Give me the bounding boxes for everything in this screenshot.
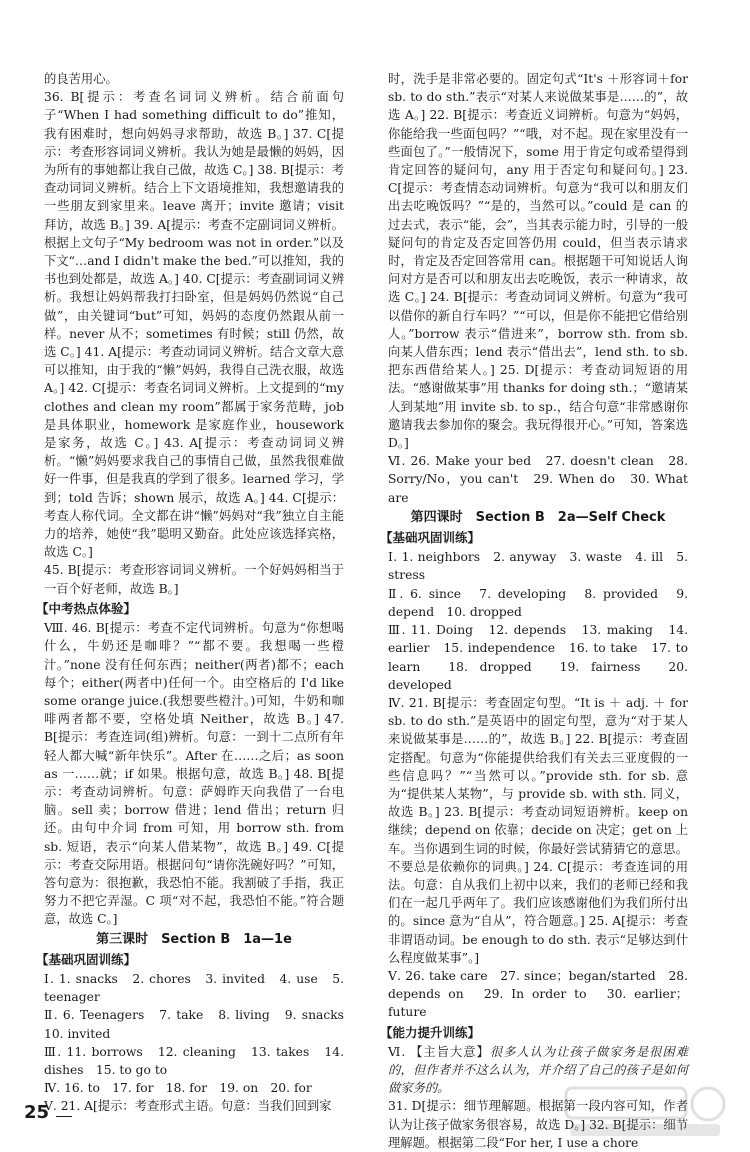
text-run: 第四课时 Section B 2a—Self Check bbox=[410, 509, 666, 525]
answer-text bbox=[44, 561, 344, 597]
text-run: Ⅷ. 46. B[提示：考查不定代词辨析。句意为“你想喝什么，牛奶还是咖啡？”“都不要。我想喝一些橙汁。”none 没有任何东西；neither(两者)都不；each 每个；either(两者中)任何一个。由空格后的 I'd like some orange juice.(我想要些橙汁。)可知，牛奶和咖啡两者都不要，空格处填 Neither，故选 B。] 47. B[提示：考查连词(组)辨析。句意：一到十二点所有年轻人都大喊“新年快乐”。After 在……之后；as soon as 一……就；if 如果。根据句意，故选 B。] 48. B[提示：考查动词辨析。句意：萨姆昨天向我借了一台电脑。sell 卖；borrow 借进；lend 借出；return 归还。由句中介词 from 可知，用 borrow sth. from sb. 短语，表示“向某人借某物”，故选 B。] 49. C[提示：考查交际用语。根据问句“请你洗碗好吗？”可知，答句意为：很抱歉，我恐怕不能。我割破了手指，我正努力不把它弄湿。C 项“对不起，我恐怕不能。”符合题意，故选 C。] bbox=[44, 621, 344, 927]
answer-text bbox=[44, 1097, 344, 1115]
section-heading bbox=[36, 951, 344, 969]
text-run: Ⅴ. 21. A[提示：考查形式主语。句意：当我们回到家 bbox=[44, 1099, 332, 1114]
lesson-title bbox=[388, 509, 688, 527]
page-number-dash bbox=[56, 1116, 72, 1117]
text-run: 36. B[提示：考查名词词义辨析。结合前面句子“When I had something difficult to do”推知，我有困难时，想向妈妈寻求帮助，故选 B。] 37. C[提示：考查形容词词义辨析。我认为她是最懒的妈妈，因为所有的事她都让我自己做，故选 C。] 38. B[提示：考查动词词义辨析。结合上下文语境推知，我想邀请我的一些朋友到家里来。leave 离开；invite 邀请；visit 拜访，故选 B。] 39. A[提示：考查不定副词词义辨析。根据上文句子“My bedroom was not in order.”以及下文“…and I didn't make the bed.”可以推知，我的书也到处都是，故选 A。] 40. C[提示：考查副词词义辨析。我想让妈妈帮我打扫卧室，但是妈妈仍然说“自己做”，由关键词“but”可知，妈妈的态度仍然跟从前一样。never 从不；sometimes 有时候；still 仍然，故选 C。] 41. A[提示：考查动词词义辨析。结合文章大意可以推知，由于我的“懒”妈妈，我得自己洗衣服，故选 A。] 42. C[提示：考查名词词义辨析。上文提到的“my clothes and clean my room”都属于家务范畴，job 是具体职业，homework 是家庭作业，housework 是家务，故选 C。] 43. A[提示：考查动词词义辨析。“懒”妈妈要求我自己的事情自己做，虽然我很难做好一件事，但是我真的学到了很多。learned 学习，学到；told 告诉；shown 展示，故选 A。] 44. C[提示：考查人称代词。全文都在讲“懒”妈妈对“我”独立自主能力的培养，她使“我”聪明又勤奋。此处应该选择宾格，故选 C。] bbox=[44, 90, 344, 560]
answer-text bbox=[388, 585, 688, 621]
text-run: 【基础巩固训练】 bbox=[380, 530, 481, 546]
left-column bbox=[36, 70, 357, 1116]
answer-text bbox=[44, 70, 344, 88]
text-run: 31. D[提示：细节理解题。根据第一段内容可知，作者认为让孩子做家务很容易，故选 D。] 32. B[提示：细节理解题。根据第二段“For her, I use a chore bbox=[388, 1099, 688, 1150]
text-run: Ⅳ. 21. B[提示：考查固定句型。“It is ＋ adj. ＋ for sb. to do sth.”是英语中的固定句型，意为“对于某人来说做某事是……的”，故选 B。] 22. B[提示：考查固定搭配。句意为“你能提供给我们有关去三亚度假的一些信息吗？”“当然可以。”provide sth. for sb. 意为“提供某人某物”，与 provide sb. with sth. 同义，故选 B。] 23. B[提示：考查动词短语辨析。keep on 继续；depend on 依靠；decide on 决定；get on 上车。当你遇到生词的时候，你最好尝试猜猜它的意思。不要总是依赖你的词典。] 24. C[提示：考查连词的用法。句意：自从我们上初中以来，我们的老师已经和我们在一起几乎两年了。我们应该感谢他们为我们所付出的。since 意为“自从”，符合题意。] 25. A[提示：考查非谓语动词。be enough to do sth. 表示“足够达到什么程度做某事”。] bbox=[388, 695, 688, 965]
answer-text bbox=[44, 1043, 344, 1079]
section-heading bbox=[36, 600, 344, 618]
text-run: 时，洗手是非常必要的。固定句式“It's ＋形容词＋for sb. to do sth.”表示“对某人来说做某事是……的”，故选 A。] 22. B[提示：考查近义词辨析。句意为“妈妈，你能给我一些面包吗？”“哦，对不起。现在家里没有一些面包了。”一般情况下，some 用于肯定句或希望得到肯定回答的疑问句，any 用于否定句和疑问句。] 23. C[提示：考查情态动词辨析。句意为“我可以和朋友们出去吃晚饭吗？”“是的，当然可以。”could 是 can 的过去式，表示“能，会”，当其表示能力时，引导的一般疑问句的肯定及否定回答仍用 could，但当表示请求时，肯定及否定回答常用 can。根据题干可知说话人询问对方是否可以和朋友出去吃晚饭，表示一种请求，故选 C。] 24. B[提示：考查动词词义辨析。句意为“我可以借你的新自行车吗？”“可以，但是你不能把它借给别人。”borrow 表示“借进来”，borrow sth. from sb. 向某人借东西；lend 表示“借出去”，lend sth. to sb. 把东西借给某人。] 25. D[提示：考查动词短语的用法。“感谢做某事”用 thanks for doing sth.；“邀请某人到某地”用 invite sb. to sp.，结合句意“非常感谢你邀请我去参加你的聚会。我玩得很开心。”可知，答案选 D。] bbox=[388, 72, 688, 451]
section-heading bbox=[380, 529, 688, 547]
text-run: Ⅰ. 1. snacks 2. chores 3. invited 4. use 5. teenager bbox=[44, 971, 344, 1005]
answer-text bbox=[388, 70, 688, 452]
text-run: 第三课时 Section B 1a—1e bbox=[96, 931, 292, 947]
answer-text bbox=[44, 88, 344, 561]
answer-text bbox=[44, 619, 344, 928]
answer-text bbox=[388, 694, 688, 967]
main-idea-summary: 很多人认为让孩子做家务是很困难的，但作者并不这么认为，并介绍了自己的孩子是如何做家务的。 bbox=[388, 1044, 688, 1096]
text-run: 的良苦用心。 bbox=[44, 72, 118, 86]
text-run: 45. B[提示：考查形容词词义辨析。一个好妈妈相当于一百个好老师，故选 B。] bbox=[44, 563, 344, 596]
answer-text bbox=[388, 452, 688, 507]
text-run: Ⅱ. 6. since 7. developing 8. provided 9. depend 10. dropped bbox=[388, 586, 688, 619]
answer-text bbox=[388, 548, 688, 584]
right-column bbox=[380, 70, 688, 1152]
text-run: Ⅰ. 1. neighbors 2. anyway 3. waste 4. ill 5. stress bbox=[388, 550, 688, 583]
text-run: Ⅲ. 11. Doing 12. depends 13. making 14. earlier 15. independence 16. to take 17. to learn 18. dropped 19. fairness 20. developed bbox=[388, 623, 688, 692]
section-heading bbox=[380, 1024, 688, 1042]
page-number: 25 bbox=[24, 1102, 50, 1123]
answer-text bbox=[44, 1006, 357, 1042]
watermark-logo bbox=[560, 1082, 730, 1140]
text-run: 【基础巩固训练】 bbox=[36, 951, 137, 967]
text-run: Ⅳ. 16. to 17. for 18. for 19. on 20. for bbox=[44, 1081, 312, 1096]
text-run: Ⅱ. 6. Teenagers 7. take 8. living 9. snacks 10. invited bbox=[44, 1008, 357, 1041]
answer-text bbox=[44, 970, 344, 1006]
text-run: Ⅲ. 11. borrows 12. cleaning 13. takes 14. dishes 15. to go to bbox=[44, 1044, 344, 1077]
text-run: Ⅵ. 26. Make your bed 27. doesn't clean 28. Sorry/No，you can't 29. When do 30. What are bbox=[388, 454, 688, 505]
text-run: Ⅴ. 26. take care 27. since；began/started 28. depends on 29. In order to 30. earlier；future bbox=[388, 968, 688, 1020]
text-run: 【能力提升训练】 bbox=[380, 1024, 481, 1040]
lesson-title bbox=[44, 931, 344, 949]
answer-text bbox=[388, 621, 688, 694]
text-run: Ⅵ. 【主旨大意】 bbox=[388, 1044, 490, 1059]
answer-text bbox=[44, 1079, 344, 1097]
answer-text bbox=[388, 967, 688, 1022]
text-run: 【中考热点体验】 bbox=[36, 600, 137, 616]
